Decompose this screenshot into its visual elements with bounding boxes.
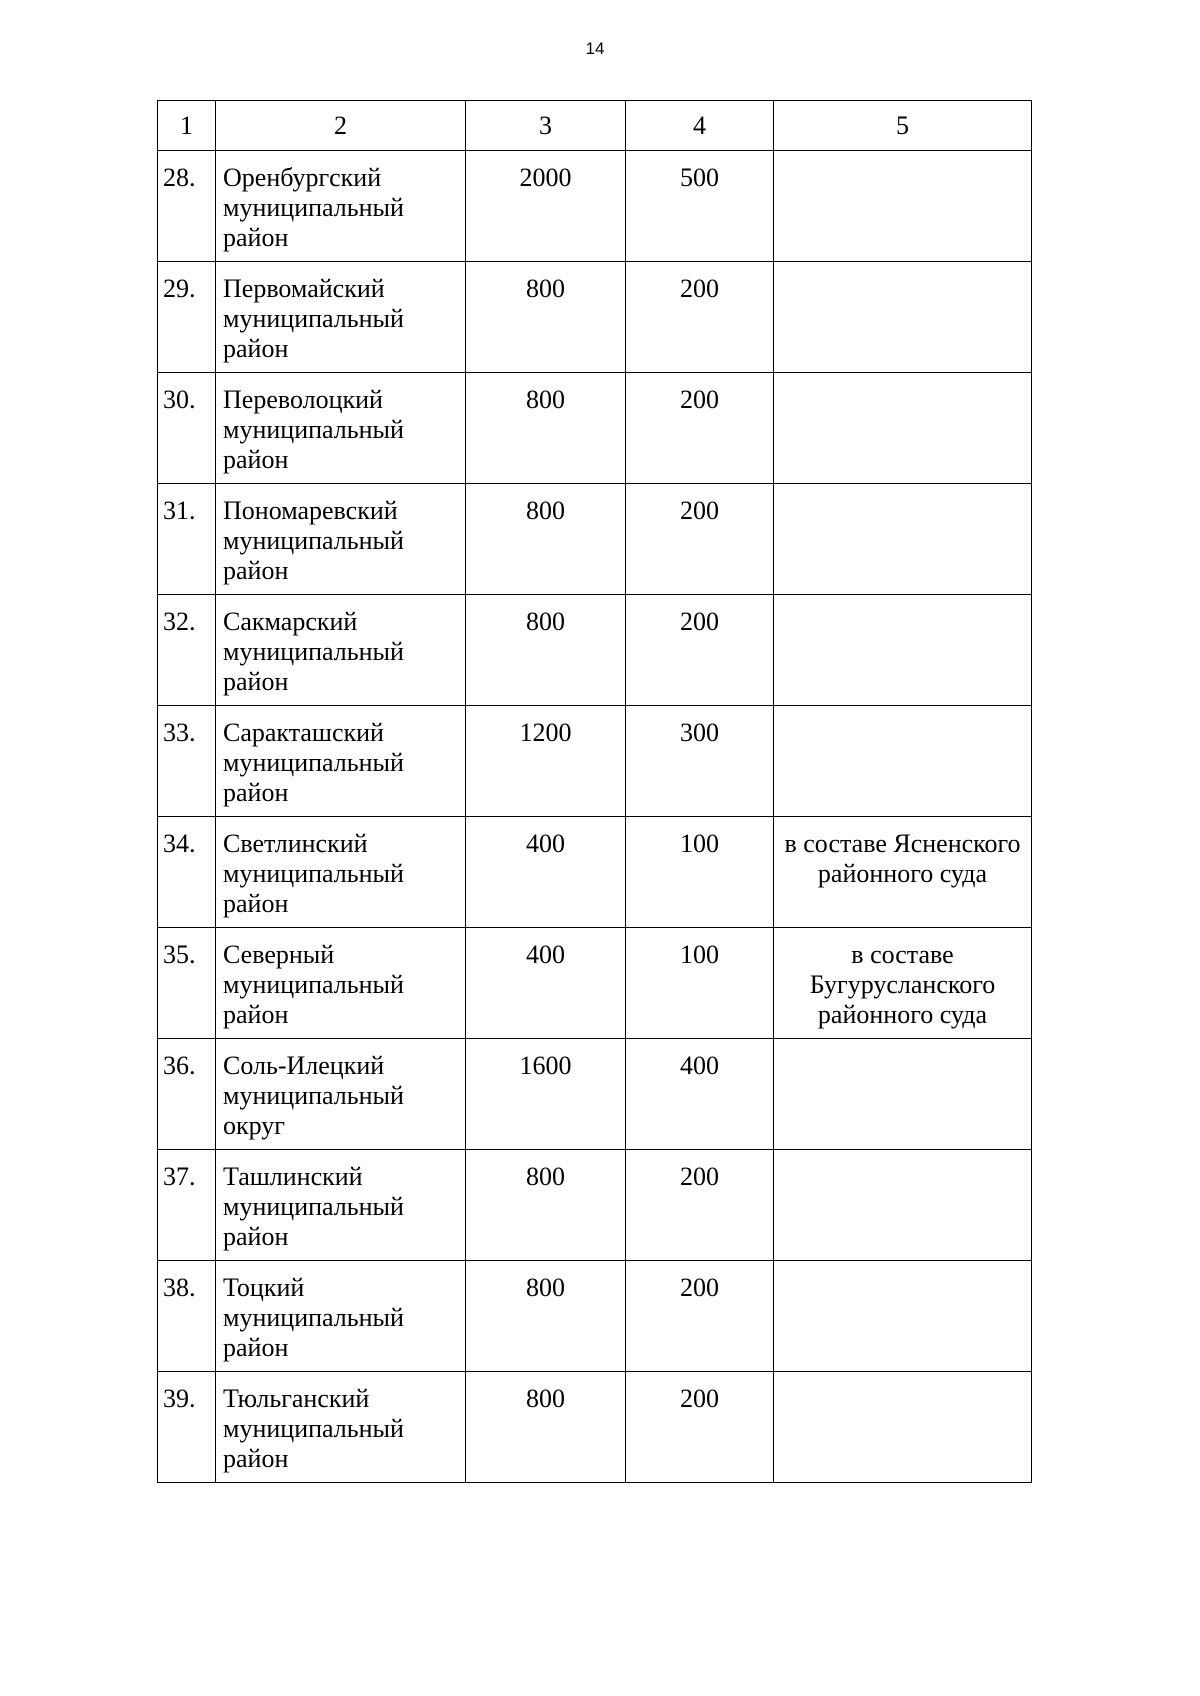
row-number-cell: 31. [158, 484, 216, 595]
district-name-line: район [223, 1000, 289, 1029]
table-row [158, 595, 1032, 706]
table-row [158, 151, 1032, 262]
district-name-cell [216, 1261, 466, 1372]
column-3-value-cell: 800 [466, 1261, 626, 1372]
note-line: районного суда [817, 859, 988, 888]
note-cell [774, 484, 1032, 595]
column-4-value-cell: 500 [626, 151, 774, 262]
note-cell [774, 262, 1032, 373]
row-number-cell: 33. [158, 706, 216, 817]
note-cell [774, 373, 1032, 484]
district-name-line: Первомайский [223, 274, 385, 303]
table-row [158, 1039, 1032, 1150]
note-cell [774, 1150, 1032, 1261]
note-line: в составе Ясненского [784, 829, 1021, 858]
district-name-cell [216, 1372, 466, 1483]
district-name-line: район [223, 445, 289, 474]
column-4-value-cell: 100 [626, 928, 774, 1039]
row-number-cell: 32. [158, 595, 216, 706]
column-4-value-cell: 200 [626, 1261, 774, 1372]
table-row [158, 484, 1032, 595]
header-cell-3: 3 [466, 101, 626, 151]
column-3-value-cell: 400 [466, 928, 626, 1039]
column-3-value-cell: 800 [466, 484, 626, 595]
note-cell [774, 706, 1032, 817]
district-name-line: район [223, 223, 289, 252]
note-line: районного суда [817, 1000, 988, 1029]
row-number-cell: 30. [158, 373, 216, 484]
district-name-line: муниципальный [223, 970, 404, 999]
table-row [158, 1261, 1032, 1372]
note-line: Бугурусланского [809, 970, 996, 999]
district-name-line: округ [223, 1111, 285, 1140]
column-3-value-cell: 1200 [466, 706, 626, 817]
district-name-line: район [223, 667, 289, 696]
column-4-value-cell: 200 [626, 1372, 774, 1483]
district-name-line: Пономаревский [223, 496, 398, 525]
row-number-cell: 28. [158, 151, 216, 262]
note-cell [774, 151, 1032, 262]
row-number-cell: 38. [158, 1261, 216, 1372]
note-cell [774, 1372, 1032, 1483]
district-name-line: муниципальный [223, 1414, 404, 1443]
district-name-line: район [223, 889, 289, 918]
note-line: в составе [851, 940, 954, 969]
district-name-line: муниципальный [223, 1192, 404, 1221]
note-cell [774, 1261, 1032, 1372]
table-row [158, 1150, 1032, 1261]
district-name-line: район [223, 1444, 289, 1473]
header-cell-4: 4 [626, 101, 774, 151]
column-3-value-cell: 800 [466, 262, 626, 373]
header-row [158, 101, 1032, 151]
column-3-value-cell: 1600 [466, 1039, 626, 1150]
table-row [158, 1372, 1032, 1483]
district-name-cell [216, 262, 466, 373]
header-cell-2: 2 [216, 101, 466, 151]
table-row [158, 706, 1032, 817]
district-name-line: район [223, 556, 289, 585]
column-4-value-cell: 200 [626, 595, 774, 706]
column-3-value-cell: 400 [466, 817, 626, 928]
district-name-line: Северный [223, 940, 335, 969]
column-3-value-cell: 800 [466, 1150, 626, 1261]
district-name-line: муниципальный [223, 304, 404, 333]
district-name-cell [216, 928, 466, 1039]
district-name-line: район [223, 1333, 289, 1362]
column-4-value-cell: 200 [626, 373, 774, 484]
header-cell-1: 1 [158, 101, 216, 151]
district-name-line: муниципальный [223, 859, 404, 888]
district-name-line: Сакмарский [223, 607, 358, 636]
district-name-line: Соль-Илецкий [223, 1051, 385, 1080]
header-cell-5: 5 [774, 101, 1032, 151]
district-name-cell [216, 1150, 466, 1261]
district-name-line: Светлинский [223, 829, 368, 858]
row-number-cell: 36. [158, 1039, 216, 1150]
district-name-line: Оренбургский [223, 163, 382, 192]
column-4-value-cell: 200 [626, 262, 774, 373]
table-row [158, 262, 1032, 373]
district-name-line: Ташлинский [223, 1162, 363, 1191]
district-name-line: Саракташский [223, 718, 384, 747]
column-4-value-cell: 200 [626, 484, 774, 595]
district-name-line: муниципальный [223, 526, 404, 555]
note-cell [774, 1039, 1032, 1150]
district-name-cell [216, 151, 466, 262]
row-number-cell: 35. [158, 928, 216, 1039]
table-row [158, 928, 1032, 1039]
district-name-cell [216, 706, 466, 817]
column-4-value-cell: 200 [626, 1150, 774, 1261]
column-4-value-cell: 400 [626, 1039, 774, 1150]
row-number-cell: 37. [158, 1150, 216, 1261]
district-name-line: Тоцкий [223, 1273, 305, 1302]
note-cell [774, 595, 1032, 706]
district-name-line: муниципальный [223, 748, 404, 777]
row-number-cell: 34. [158, 817, 216, 928]
district-name-cell [216, 1039, 466, 1150]
column-3-value-cell: 800 [466, 1372, 626, 1483]
district-name-cell [216, 595, 466, 706]
note-cell [774, 817, 1032, 928]
table-row [158, 373, 1032, 484]
district-name-line: муниципальный [223, 415, 404, 444]
table-header [158, 101, 1032, 151]
district-name-line: район [223, 778, 289, 807]
table-body [158, 151, 1032, 1483]
column-4-value-cell: 100 [626, 817, 774, 928]
district-name-cell [216, 373, 466, 484]
district-name-line: район [223, 1222, 289, 1251]
row-number-cell: 39. [158, 1372, 216, 1483]
page-number: 14 [585, 39, 605, 58]
table-row [158, 817, 1032, 928]
column-3-value-cell: 800 [466, 595, 626, 706]
district-name-line: муниципальный [223, 1303, 404, 1332]
column-3-value-cell: 2000 [466, 151, 626, 262]
district-name-line: муниципальный [223, 193, 404, 222]
column-4-value-cell: 300 [626, 706, 774, 817]
data-table [157, 100, 1032, 1483]
note-cell [774, 928, 1032, 1039]
district-name-line: Переволоцкий [223, 385, 383, 414]
row-number-cell: 29. [158, 262, 216, 373]
district-name-cell [216, 484, 466, 595]
column-3-value-cell: 800 [466, 373, 626, 484]
district-name-line: муниципальный [223, 637, 404, 666]
district-name-cell [216, 817, 466, 928]
district-name-line: район [223, 334, 289, 363]
district-name-line: Тюльганский [223, 1384, 370, 1413]
district-name-line: муниципальный [223, 1081, 404, 1110]
